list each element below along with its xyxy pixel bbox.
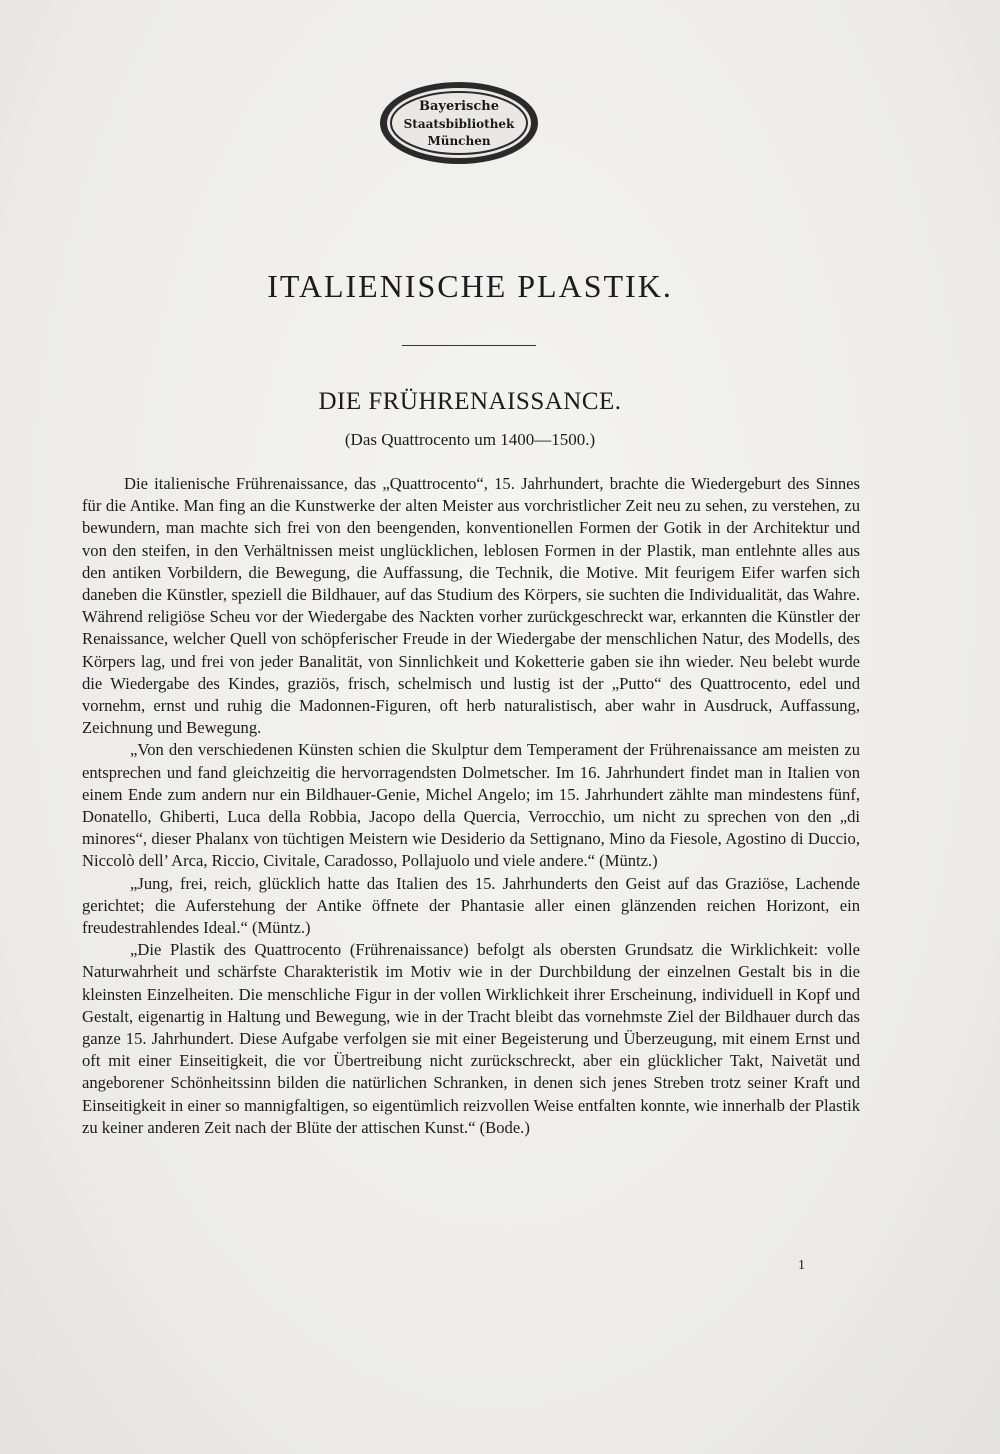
paragraph: „Von den verschiedenen Künsten schien die Skulptur dem Temperament der Frührenaissance am meisten zu entsprechen und fand gleichzeitig die hervorragendsten Dolmetscher. Im 16. Jahrhundert findet man in Italien von einem Ende zum andern nur ein Bildhauer-Genie, Michel Angelo; im 15. Jahrhundert zählte man mindestens fünf, Donatello, Ghiberti, Luca della Robbia, Jacopo della Quercia, Verrocchio, um nicht zu sprechen von den „di minores“, dieser Phalanx von tüchtigen Meistern wie Desiderio da Settignano, Mino da Fiesole, Agostino di Duccio, Niccolò dell’ Arca, Riccio, Civitale, Caradosso, Pollajuolo und viele andere.“ (Müntz.) <box>82 740 860 871</box>
page-number: 1 <box>798 1258 805 1273</box>
paragraph: „Jung, frei, reich, glücklich hatte das Italien des 15. Jahrhunderts den Geist auf das Graziöse, Lachende gerichtet; die Auferstehung der Antike öffnete der Phantasie aller einen glänzenden reichen Horizont, ein freudestrahlendes Ideal.“ (Müntz.) <box>82 873 860 938</box>
paragraph: „Die Plastik des Quattrocento (Frührenaissance) befolgt als obersten Grundsatz die Wirklichkeit: volle Naturwahrheit und schärfste Charakteristik im Motiv wie in der Durchbildung der einzelnen Gestalt bis in die kleinsten Einzelheiten. Die menschliche Figur in der vollen Wirklichkeit ihrer Erscheinung, individuell in Kopf und Gestalt, eigenartig in Haltung und Bewegung, wie in der Tracht bleibt das vornehmste Ziel der Bildhauer durch das ganze 15. Jahrhundert. Diese Aufgabe verfolgen sie mit einer Begeisterung und Überzeugung, mit einem Ernst und oft mit einer Einseitigkeit, die vor Übertreibung nicht zurückschreckt, aber ein glücklicher Takt, Naivetät und angeborener Schönheitssinn bilden die natürlichen Schranken, in denen sich jenes Streben trotz seiner Kraft und Einseitigkeit in einer so mannigfaltigen, so eigentümlich reizvollen Weise entfalten konnte, wie innerhalb der Plastik zu keiner anderen Zeit nach der Blüte der attischen Kunst.“ (Bode.) <box>82 940 860 1137</box>
svg-text:Staatsbibliothek: Staatsbibliothek <box>403 117 515 131</box>
body-text <box>82 473 860 1139</box>
page-title: ITALIENISCHE PLASTIK. <box>267 268 673 304</box>
svg-text:München: München <box>427 134 491 148</box>
svg-text:Bayerische: Bayerische <box>419 99 499 114</box>
title-divider <box>402 345 536 346</box>
library-stamp <box>378 80 540 166</box>
section-subtitle: (Das Quattrocento um 1400—1500.) <box>344 430 596 449</box>
paragraph: Die italienische Frührenaissance, das „Quattrocento“, 15. Jahrhundert, brachte die Wiedergeburt des Sinnes für die Antike. Man fing an die Kunstwerke der alten Meister aus vorchristlicher Zeit neu zu sehen, zu verstehen, zu bewundern, man machte sich frei von den beengenden, konventionellen Formen der Gotik in der Architektur und von den steifen, in den Verhältnissen meist unglücklichen, leblosen Formen in der Plastik, man entlehnte alles aus den antiken Vorbildern, die Bewegung, die Auffassung, die Technik, die Motive. Mit feurigem Eifer warfen sich daneben die Künstler, speziell die Bildhauer, auf das Studium des Körpers, sie suchten die Individualität, das Wahre. Während religiöse Scheu vor der Wiedergabe des Nackten vorher zurückgeschreckt war, erkannten die Künstler der Renaissance, welcher Quell von schöpferischer Freude in der Wiedergabe der menschlichen Natur, des Modells, des Körpers lag, und frei von jeder Banalität, von Sinnlichkeit und Koketterie gaben sie ihn wieder. Neu belebt wurde die Wiedergabe des Kindes, graziös, frisch, schelmisch und lustig ist der „Putto“ des Quattrocento, edel und vornehm, ernst und ruhig die Madonnen-Figuren, oft herb naturalistisch, aber wahr in Ausdruck, Auffassung, Zeichnung und Bewegung. <box>82 474 860 738</box>
section-title: DIE FRÜHRENAISSANCE. <box>318 388 622 415</box>
